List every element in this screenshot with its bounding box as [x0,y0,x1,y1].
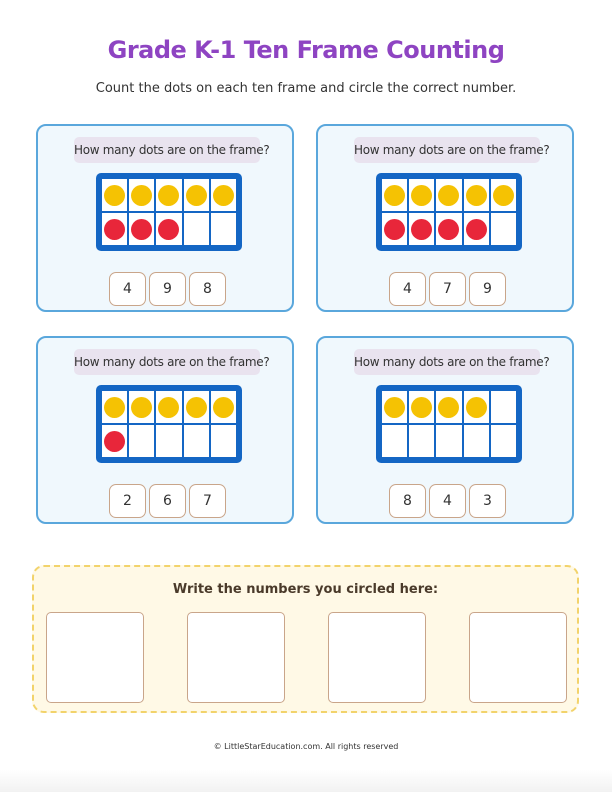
choice-option[interactable]: 3 [469,484,506,518]
question-label: How many dots are on the frame? [74,137,260,163]
choice-option[interactable]: 7 [189,484,226,518]
yellow-dot [104,185,125,206]
red-dot [384,219,405,240]
choice-option[interactable]: 9 [149,272,186,306]
ten-frame-cell [156,179,181,211]
red-dot [104,219,125,240]
ten-frame-cell [464,391,489,423]
yellow-dot [411,397,432,418]
choice-option[interactable]: 6 [149,484,186,518]
choice-option[interactable]: 9 [469,272,506,306]
ten-frame-cell [491,179,516,211]
answer-section-title: Write the numbers you circled here: [172,582,439,597]
ten-frame-cell [184,179,209,211]
ten-frame-cell [409,425,434,457]
answer-write-box[interactable] [187,612,285,703]
question-label: How many dots are on the frame? [74,349,260,375]
red-dot [104,431,125,452]
choice-option[interactable]: 4 [429,484,466,518]
ten-frame-cell [211,179,236,211]
ten-frame-cell [102,391,127,423]
choice-option[interactable]: 8 [389,484,426,518]
ten-frame-cell [129,391,154,423]
yellow-dot [438,185,459,206]
ten-frame-card-1 [36,124,294,312]
ten-frame-cell [102,179,127,211]
choice-option[interactable]: 7 [429,272,466,306]
ten-frame-cell [436,179,461,211]
ten-frame [96,385,242,463]
ten-frame-cell [184,425,209,457]
ten-frame-cell [491,425,516,457]
ten-frame-cell [382,213,407,245]
ten-frame-cell [184,391,209,423]
answer-write-box[interactable] [46,612,144,703]
answer-choices [389,484,509,518]
question-label: How many dots are on the frame? [354,349,540,375]
yellow-dot [466,397,487,418]
choice-option[interactable]: 4 [389,272,426,306]
ten-frame-cell [436,391,461,423]
ten-frame [376,385,522,463]
red-dot [158,219,179,240]
answer-choices [109,272,229,306]
yellow-dot [466,185,487,206]
yellow-dot [158,185,179,206]
red-dot [411,219,432,240]
ten-frame-cell [491,213,516,245]
ten-frame-cell [409,391,434,423]
yellow-dot [104,397,125,418]
choice-option[interactable]: 4 [109,272,146,306]
ten-frame-cell [102,425,127,457]
choice-option[interactable]: 2 [109,484,146,518]
ten-frame-cell [156,391,181,423]
yellow-dot [158,397,179,418]
ten-frame-cell [211,213,236,245]
ten-frame-cell [464,213,489,245]
yellow-dot [493,185,514,206]
red-dot [438,219,459,240]
ten-frame-cell [436,213,461,245]
question-label: How many dots are on the frame? [354,137,540,163]
yellow-dot [131,185,152,206]
ten-frame-cell [491,391,516,423]
ten-frame [96,173,242,251]
choice-option[interactable]: 8 [189,272,226,306]
ten-frame-cell [211,391,236,423]
ten-frame-card-3 [36,336,294,524]
yellow-dot [411,185,432,206]
yellow-dot [213,185,234,206]
ten-frame-cell [382,179,407,211]
ten-frame-cell [102,213,127,245]
ten-frame-cell [464,425,489,457]
yellow-dot [384,185,405,206]
ten-frame-cell [409,213,434,245]
ten-frame-cell [382,391,407,423]
ten-frame-cell [184,213,209,245]
ten-frame-cell [156,425,181,457]
yellow-dot [213,397,234,418]
page-title: Grade K-1 Ten Frame Counting [107,36,505,64]
ten-frame-cell [382,425,407,457]
ten-frame-cell [129,179,154,211]
copyright-footer: © LittleStarEducation.com. All rights reserved [213,742,399,751]
ten-frame-cell [436,425,461,457]
ten-frame-cell [409,179,434,211]
ten-frame-card-2 [316,124,574,312]
red-dot [131,219,152,240]
ten-frame-cell [156,213,181,245]
answer-section [32,565,579,713]
ten-frame-cell [129,213,154,245]
yellow-dot [438,397,459,418]
ten-frame-cell [129,425,154,457]
ten-frame-card-4 [316,336,574,524]
answer-write-box[interactable] [328,612,426,703]
answer-choices [109,484,229,518]
ten-frame [376,173,522,251]
answer-choices [389,272,509,306]
page-subtitle: Count the dots on each ten frame and circle the correct number. [95,81,517,96]
yellow-dot [186,185,207,206]
answer-write-box[interactable] [469,612,567,703]
bottom-shade [0,770,612,792]
yellow-dot [384,397,405,418]
red-dot [466,219,487,240]
ten-frame-cell [211,425,236,457]
yellow-dot [186,397,207,418]
ten-frame-cell [464,179,489,211]
yellow-dot [131,397,152,418]
